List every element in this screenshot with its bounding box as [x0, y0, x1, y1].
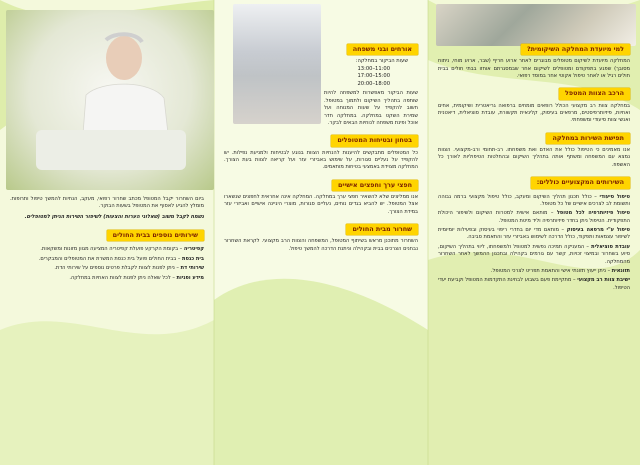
section-title: תפישת השירות במחלקה — [546, 133, 630, 144]
middle-panel — [214, 0, 428, 465]
item-title: בית כנסת — [182, 255, 204, 262]
list-item — [438, 268, 630, 275]
section-title: שירותים נוספים בבית החולים — [107, 230, 204, 241]
right-panel — [428, 0, 640, 465]
section-title: בטחון ובטיחות המטופלים — [331, 135, 418, 146]
visiting-hours-slot: 11:00–13:00 — [357, 65, 390, 72]
visiting-hours-label: שעות הביקור במחלקה: — [355, 58, 408, 65]
list-item — [438, 210, 630, 225]
section-text: ביום השחרור יקבל המטופל מכתב שחרור רפואי, מעקב, הנחיות להמשך טיפול ותרופות. מומלץ להגיע לאסוף את המטופל בשעות הבוקר. — [10, 196, 204, 210]
item-text: – מותאם מדי יום בחדרי ריפוי בעיסוק ובפעילות יומיומית לשיפור עצמאות ותפקוד, כולל הדרכה לשימוש באביזרי עזר והתאמת סביבה. — [438, 227, 630, 241]
list-item — [438, 277, 630, 292]
section-title: שחרור מבית החולים — [346, 224, 418, 235]
item-text: – המעניקה תמיכה נפשית למטופל ולמשפחתו, ליווי בתהליך השיקום, סיוע בשחרור ובמיצוי זכויות, קשר עם גורמים בקהילה ובתכנון ההמשך לאחר השחרור מהמחלקה. — [438, 243, 630, 265]
item-title: שירותי דת — [180, 265, 204, 272]
item-title: טיפול ע"י מרפאה בעיסוק — [566, 227, 630, 233]
item-title: מידע ופניות — [176, 274, 204, 281]
section-who-is-it-for — [438, 38, 630, 80]
left-panel — [0, 0, 214, 465]
section-discharge — [224, 218, 418, 253]
item-title: תזונאית — [611, 267, 630, 274]
visiting-hours — [224, 58, 418, 88]
section-safety — [224, 129, 418, 171]
list-item — [10, 275, 204, 282]
section-text: אנו ממליצים שלא להשאיר חפצי ערך במחלקה. המחלקה אינה אחראית לחפצים שנשארו אצל המטופל. יש להביא בגדים נוחים, נעליים סגורות, מוצרי היגיינה אישיים ואביזרי עזר במידת הצורך. — [224, 193, 418, 215]
section-professional-services — [438, 171, 630, 292]
section-title: הרכב הצוות המטפל — [559, 88, 630, 99]
section-title: חפצי ערך וחפצים אישיים — [332, 180, 418, 191]
section-text: השחרור מתוכנן מראש בשיתוף המטופל, המשפחה והצוות הרב מקצועי. לקראת השחרור נבחנים הצרכים בבית ובקהילה וניתנת הדרכה להמשך טיפול. — [224, 238, 418, 252]
list-item — [438, 244, 630, 266]
list-item — [10, 265, 204, 272]
section-visitors — [224, 38, 418, 127]
visiting-hours-slot: 15:00–17:00 — [357, 73, 390, 80]
section-title: למי מיועדת המחלקה השיקומית? — [521, 44, 630, 55]
section-valuables — [224, 174, 418, 216]
item-text: – לכל שאלה ניתן לפנות לצוות האחיות במחלקה. — [69, 274, 177, 281]
list-item — [438, 227, 630, 242]
section-service-concept — [438, 127, 630, 169]
item-title: עובדת סוציאלית — [591, 243, 630, 250]
section-text: המחלקה מיועדת לשיקום מטופלים מבוגרים לאחר ארוע חריף (שבר, ארוע מוחי, ניתוח מסובך) שפגע בתפקודם ומטופלים לשיקום אחר שבמסגרתם אוחזו בבתי חולים בבית חולים רגיל או לאחר טיפול אקוטי אחר במוסד רפואי. — [438, 58, 630, 80]
section-text: שעות הביקור מאפשרות למשפחה להיות שותפה בתהליך השיקום ולתמוך במטופל. חשוב להקפיד על שעות המנוחה ועל שמירת השקט במחלקה. במחלקה חדר אוכל ופינת משפחה לנוחיות הבאים לבקר. — [324, 90, 418, 126]
item-text: – ניתן ייעוץ תזונתי אישי והתאמת תפריט לצרכי המטופל. — [490, 267, 612, 274]
section-text: אנו מאמינים כי הטיפול כולל את האדם ואת משפחתו. רב-תחומי ורב-מקצועי. הצוות נמצא עם המשפחה ומשתף אותה בתהליך השיקום ובהחלטות הטיפוליות לאורך כל האשפוז. — [438, 147, 630, 168]
item-text: – מותאם אישית למטרות השיקום ולשיפור היכולת התפקודית. הטיפול ניתן בחדר פיזיותרפיה וליד מיטת המטופל. — [438, 210, 630, 224]
list-item — [10, 256, 204, 263]
item-text: – בבית החולים פועל בית כנסת המשרת את המטופלים והמבקרים. — [38, 255, 182, 262]
item-title: טיפול פיזיותרפיה לכל מטופל — [556, 210, 630, 217]
list-item — [10, 246, 204, 253]
section-text: במחלקה צוות רב מקצועי הכולל רופאים מומחים ברפואה גריאטרית ושיקומית, אחים ואחיות, פיזיותרפיסטים, מרפאים בעיסוק, קלינאית תקשורת, עובדת סוציאלית, דיאטנית ואנשי צוות סיעודי ומשפחתי. — [438, 102, 630, 124]
list-item — [438, 194, 630, 209]
visiting-hours-slot: 18:00–20:00 — [357, 80, 390, 87]
item-text: – מתקיימת פעם בשבוע לבחינת התקדמות המטופל וקביעת יעדי הטיפול. — [438, 277, 630, 291]
section-staff — [438, 82, 630, 124]
section-title: אורחים ובני משפחה — [347, 44, 418, 55]
item-text: – כולל תכנון תהליך השיקום ומעקב, כולל טיפול מקצועי ברמה גבוהה ותשומת לב לצרכים אישיים של כל מטופל. — [438, 193, 630, 207]
item-text: – בקומת הקרקע פועלת קפיטריה המציעה מגוון מזונות ומשקאות. — [40, 246, 184, 253]
item-title: טיפול סיעודי — [599, 193, 630, 200]
item-title: ישיבת צוות רב מקצועי — [577, 277, 630, 284]
feedback-note: נשמח לקבל משוב (שאלוני הערות והצעות) לשיפור השירות הניתן למטופלים. — [24, 213, 204, 220]
section-text: כל המטופלים מתבקשים להיענות להנחיות הצוות בנוגע לבטיחות ולמניעת נפילות. יש להקפיד על נעליים סגורות, על שימוש באביזרי עזר ועל קריאה לצוות בעת הצורך. המחלקה מצוידת באמצעי בטיחות מותאמים. — [224, 149, 418, 171]
section-title: השירותים המקצועיים כוללים: — [531, 177, 630, 188]
section-additional-services — [10, 224, 204, 282]
item-text: – ניתן לפנות לצוות לקבלת פרטים נוספים על שירותי הדת. — [54, 265, 181, 272]
section-discharge-continued — [10, 196, 204, 221]
item-title: קפיטריה — [183, 246, 204, 253]
